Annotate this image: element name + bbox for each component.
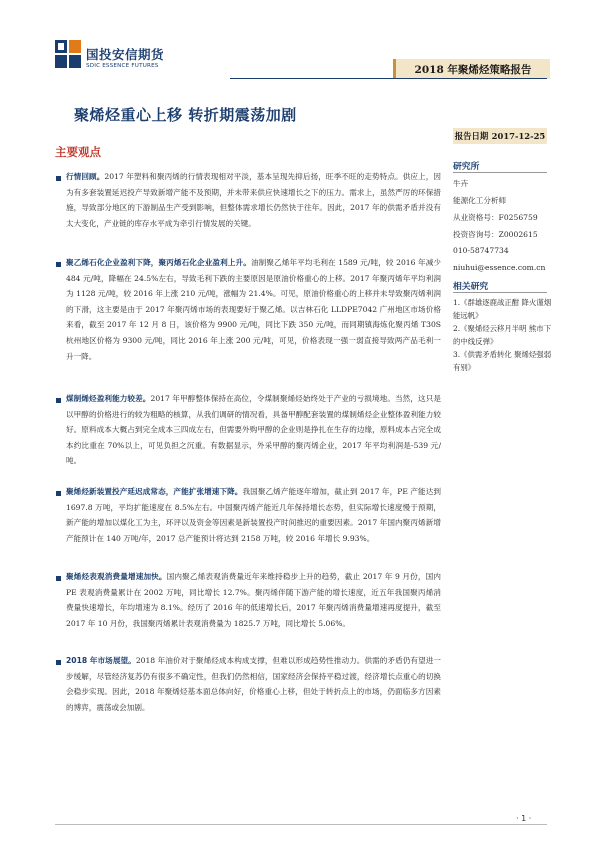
sidebar-divider bbox=[453, 172, 547, 173]
paragraph-outlook bbox=[66, 653, 441, 715]
paragraph-profit bbox=[66, 255, 441, 364]
paragraph-lead: 聚烯烃新装置投产延迟成常态，产能扩张增速下降。 bbox=[66, 487, 243, 496]
analyst-name: 牛卉 bbox=[453, 179, 469, 188]
analyst-role: 能源化工分析师 bbox=[453, 196, 507, 205]
paragraph-bullet-icon bbox=[56, 491, 61, 496]
paragraph-bullet-icon bbox=[56, 660, 61, 665]
related-item[interactable]: 1.《群雄逐鹿战正酣 降火谨烟能远帆》 bbox=[453, 298, 552, 320]
paragraph-bullet-icon bbox=[56, 576, 61, 581]
qualification-number: 从业资格号：F0256759 bbox=[453, 213, 538, 222]
paragraph-coal-olefin bbox=[66, 391, 441, 469]
paragraph-bullet-icon bbox=[56, 398, 61, 403]
sidebar-divider bbox=[453, 292, 547, 293]
page-number: · 1 · bbox=[516, 814, 532, 823]
paragraph-capacity bbox=[66, 484, 441, 546]
paragraph-bullet-icon bbox=[56, 176, 61, 181]
brand-name-cn: 国投安信期货 bbox=[86, 47, 165, 62]
report-date-bar bbox=[453, 128, 547, 144]
footer-divider bbox=[55, 824, 547, 825]
related-item[interactable]: 3.《供需矛盾转化 聚烯烃强弱有别》 bbox=[453, 350, 552, 372]
paragraph-lead: 聚烯烃表观消费量增速加快。 bbox=[66, 572, 167, 581]
paragraph-lead: 行情回顾。 bbox=[66, 172, 105, 181]
brand-name-en: SDIC ESSENCE FUTURES bbox=[86, 63, 159, 69]
report-tag: 2018 年聚烯烃策略报告 bbox=[393, 59, 550, 79]
paragraph-body: 2017 年甲醇整体保持在高位，令煤制聚烯烃始终处于产业的亏损境地。当然，这只是以甲醇的价格进行的较为粗略的核算，从我们调研的情况看，具备甲醇配套装置的煤制烯烃企业整体盈利能力较好。原料成本大概占到完全成本三四成左右，但需要外购甲醇的企业则是挣扎在生存的边缘，原料成本占完全成本约比重在 70%以上，可见负担之沉重。有数据显示，外采甲醇的聚丙烯企业，2017 年平均利润是-539 元/吨。 bbox=[66, 394, 441, 466]
paragraph-lead: 煤制烯烃盈利能力较差。 bbox=[66, 394, 151, 403]
paragraph-body: 油制聚乙烯年平均毛利在 1589 元/吨，较 2016 年减少 484 元/吨，降幅在 24.5%左右，导致毛利下跌的主要原因是原油价格重心的上移。2017 年聚丙烯年平均利润为 1128 元/吨，较 2016 年上涨 210 元/吨，涨幅为 21.4%。可见，原油价格重心的上移并未导致聚丙烯利润的下滑，这主要是由于 2017 年聚丙烯市场的表现要好于聚乙烯。以吉林石化 LLDPE7042 广州地区市场价格来看，截至 2017 年 12 月 8 日，该价格为 9900 元/吨，同比下跌 350 元/吨，而同期镇海炼化聚丙烯 T30S 杭州地区价格为 9300 元/吨，同比 2016 年上涨 200 元/吨，可见，价格表现一强一弱直接导致两产品毛利一升一降。 bbox=[66, 258, 442, 361]
paragraph-lead: 2018 年市场展望。 bbox=[66, 656, 136, 665]
header-divider bbox=[230, 78, 547, 79]
brand-logo bbox=[55, 40, 165, 78]
research-heading: 研究所 bbox=[453, 162, 480, 172]
report-date-value: 2017-12-25 bbox=[491, 131, 546, 141]
section-heading: 主要观点 bbox=[55, 145, 101, 159]
related-research-heading: 相关研究 bbox=[453, 282, 489, 292]
paragraph-lead: 聚乙烯石化企业盈利下降，聚丙烯石化企业盈利上升。 bbox=[66, 258, 251, 267]
paragraph-market-review bbox=[66, 169, 441, 231]
analyst-phone: 010-58747734 bbox=[453, 246, 509, 255]
report-date-label: 报告日期 bbox=[454, 131, 489, 141]
paragraph-body: 我国聚乙烯产能逐年增加，截止到 2017 年，PE 产能达到 1697.8 万吨，平均扩能速度在 8.5%左右。中国聚丙烯产能近几年保持增长态势，但实际增长速度慢于预期，新产能的增加以煤化工为主，环评以及资金等因素是新装置投产时间推迟的重要因素。2017 年国内聚丙烯新增产能预计在 140 万吨/年，2017 总产能预计将达到 2158 万吨，较 2016 年增长 9.93%。 bbox=[66, 487, 441, 543]
paragraph-body: 2018 年油价对于聚烯烃成本构成支撑，但难以形成趋势性推动力。供需的矛盾仍有望进一步缓解，尽管经济复苏仍有很多不确定性，但我们仍然相信，国家经济会保持平稳过渡，经济增长点重心的切换会稳步实现。因此，2018 年聚烯烃基本面总体向好，价格重心上移，但处于转折点上的市场，仍面临多方因素的博弈，震荡或会加剧。 bbox=[66, 656, 441, 712]
report-title: 聚烯烃重心上移 转折期震荡加剧 bbox=[74, 106, 297, 124]
consulting-number: 投资咨询号：Z0002615 bbox=[453, 230, 538, 239]
paragraph-body: 国内聚乙烯表观消费量近年来维持稳步上升的趋势，截止 2017 年 9 月份，国内 PE 表观消费量累计在 2002 万吨，同比增长 12.7%。聚丙烯伴随下游产能的增长速度，近五年我国聚丙烯消费量快速增长，年均增速为 8.1%。经历了 2016 年的低速增长后，2017 年聚丙烯消费量增速再度提升，截至 2017 年 10 月份，我国聚丙烯累计表观消费量为 1825.7 万吨，同比增长 5.06%。 bbox=[66, 572, 441, 628]
paragraph-body: 2017 年塑料和聚丙烯的行情表现相对平淡，基本呈现先抑后扬，旺季不旺的走势特点。供应上，因为有多套装置延迟投产导致新增产能不及预期，并未带来供应快速增长之下的压力。需求上，虽然严厉的环保措施，导致部分地区的下游制品生产受到影响，但整体需求增长仍然快于往年。因此，2017 年的供需矛盾并没有太大变化，产业链的库存水平成为牵引行情发展的关键。 bbox=[66, 172, 442, 228]
paragraph-consumption bbox=[66, 569, 441, 631]
analyst-email[interactable]: niuhui@essence.com.cn bbox=[453, 263, 546, 272]
sdic-logo-icon bbox=[55, 40, 81, 68]
related-item[interactable]: 2.《聚烯烃云移月半明 熊市下的中线反弹》 bbox=[453, 324, 552, 346]
paragraph-bullet-icon bbox=[56, 262, 61, 267]
